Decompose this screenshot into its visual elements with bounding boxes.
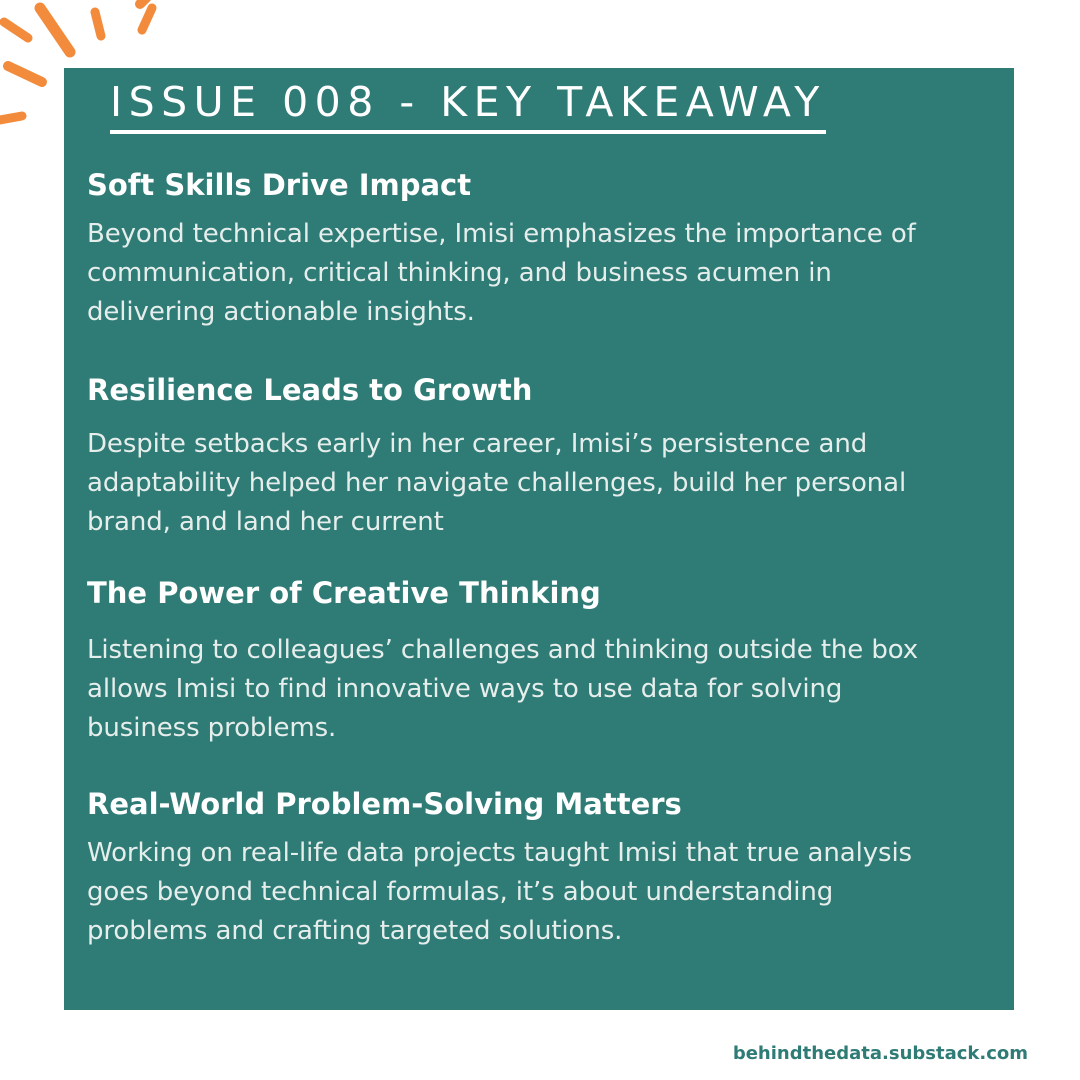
section-heading: Resilience Leads to Growth — [87, 373, 533, 407]
section-body-line: Despite setbacks early in her career, Imisi’s persistence and — [87, 429, 868, 459]
site-url: behindthedata.substack.com — [732, 1043, 1028, 1064]
section-body — [87, 834, 1002, 951]
section-body-line: Beyond technical expertise, Imisi emphasizes the importance of — [87, 219, 916, 249]
section-body — [87, 215, 1002, 332]
section-body — [87, 425, 1002, 542]
issue-title: ISSUE 008 - KEY TAKEAWAY — [110, 74, 826, 134]
section-body-line: delivering actionable insights. — [87, 297, 475, 327]
section-body — [87, 631, 1002, 748]
takeaway-card — [64, 68, 1014, 1010]
section-heading: Soft Skills Drive Impact — [87, 168, 472, 202]
section-body-line: brand, and land her current — [87, 507, 444, 537]
takeaway-section-resilience — [87, 370, 1002, 542]
section-body-line: problems and crafting targeted solutions. — [87, 916, 623, 946]
section-body-line: Working on real-life data projects taught Imisi that true analysis — [87, 838, 913, 868]
section-body-line: goes beyond technical formulas, it’s about understanding — [87, 877, 834, 907]
takeaway-section-soft-skills — [87, 165, 1002, 332]
section-body-line: adaptability helped her navigate challenges, build her personal — [87, 468, 907, 498]
section-heading: The Power of Creative Thinking — [87, 576, 601, 610]
section-body-line: allows Imisi to find innovative ways to use data for solving — [87, 674, 843, 704]
section-body-line: business problems. — [87, 713, 337, 743]
section-body-line: Listening to colleagues’ challenges and thinking outside the box — [87, 635, 919, 665]
section-heading: Real-World Problem-Solving Matters — [87, 787, 682, 821]
takeaway-section-problem-solving — [87, 784, 1002, 951]
takeaway-section-creative-thinking — [87, 573, 1002, 748]
section-body-line: communication, critical thinking, and business acumen in — [87, 258, 832, 288]
